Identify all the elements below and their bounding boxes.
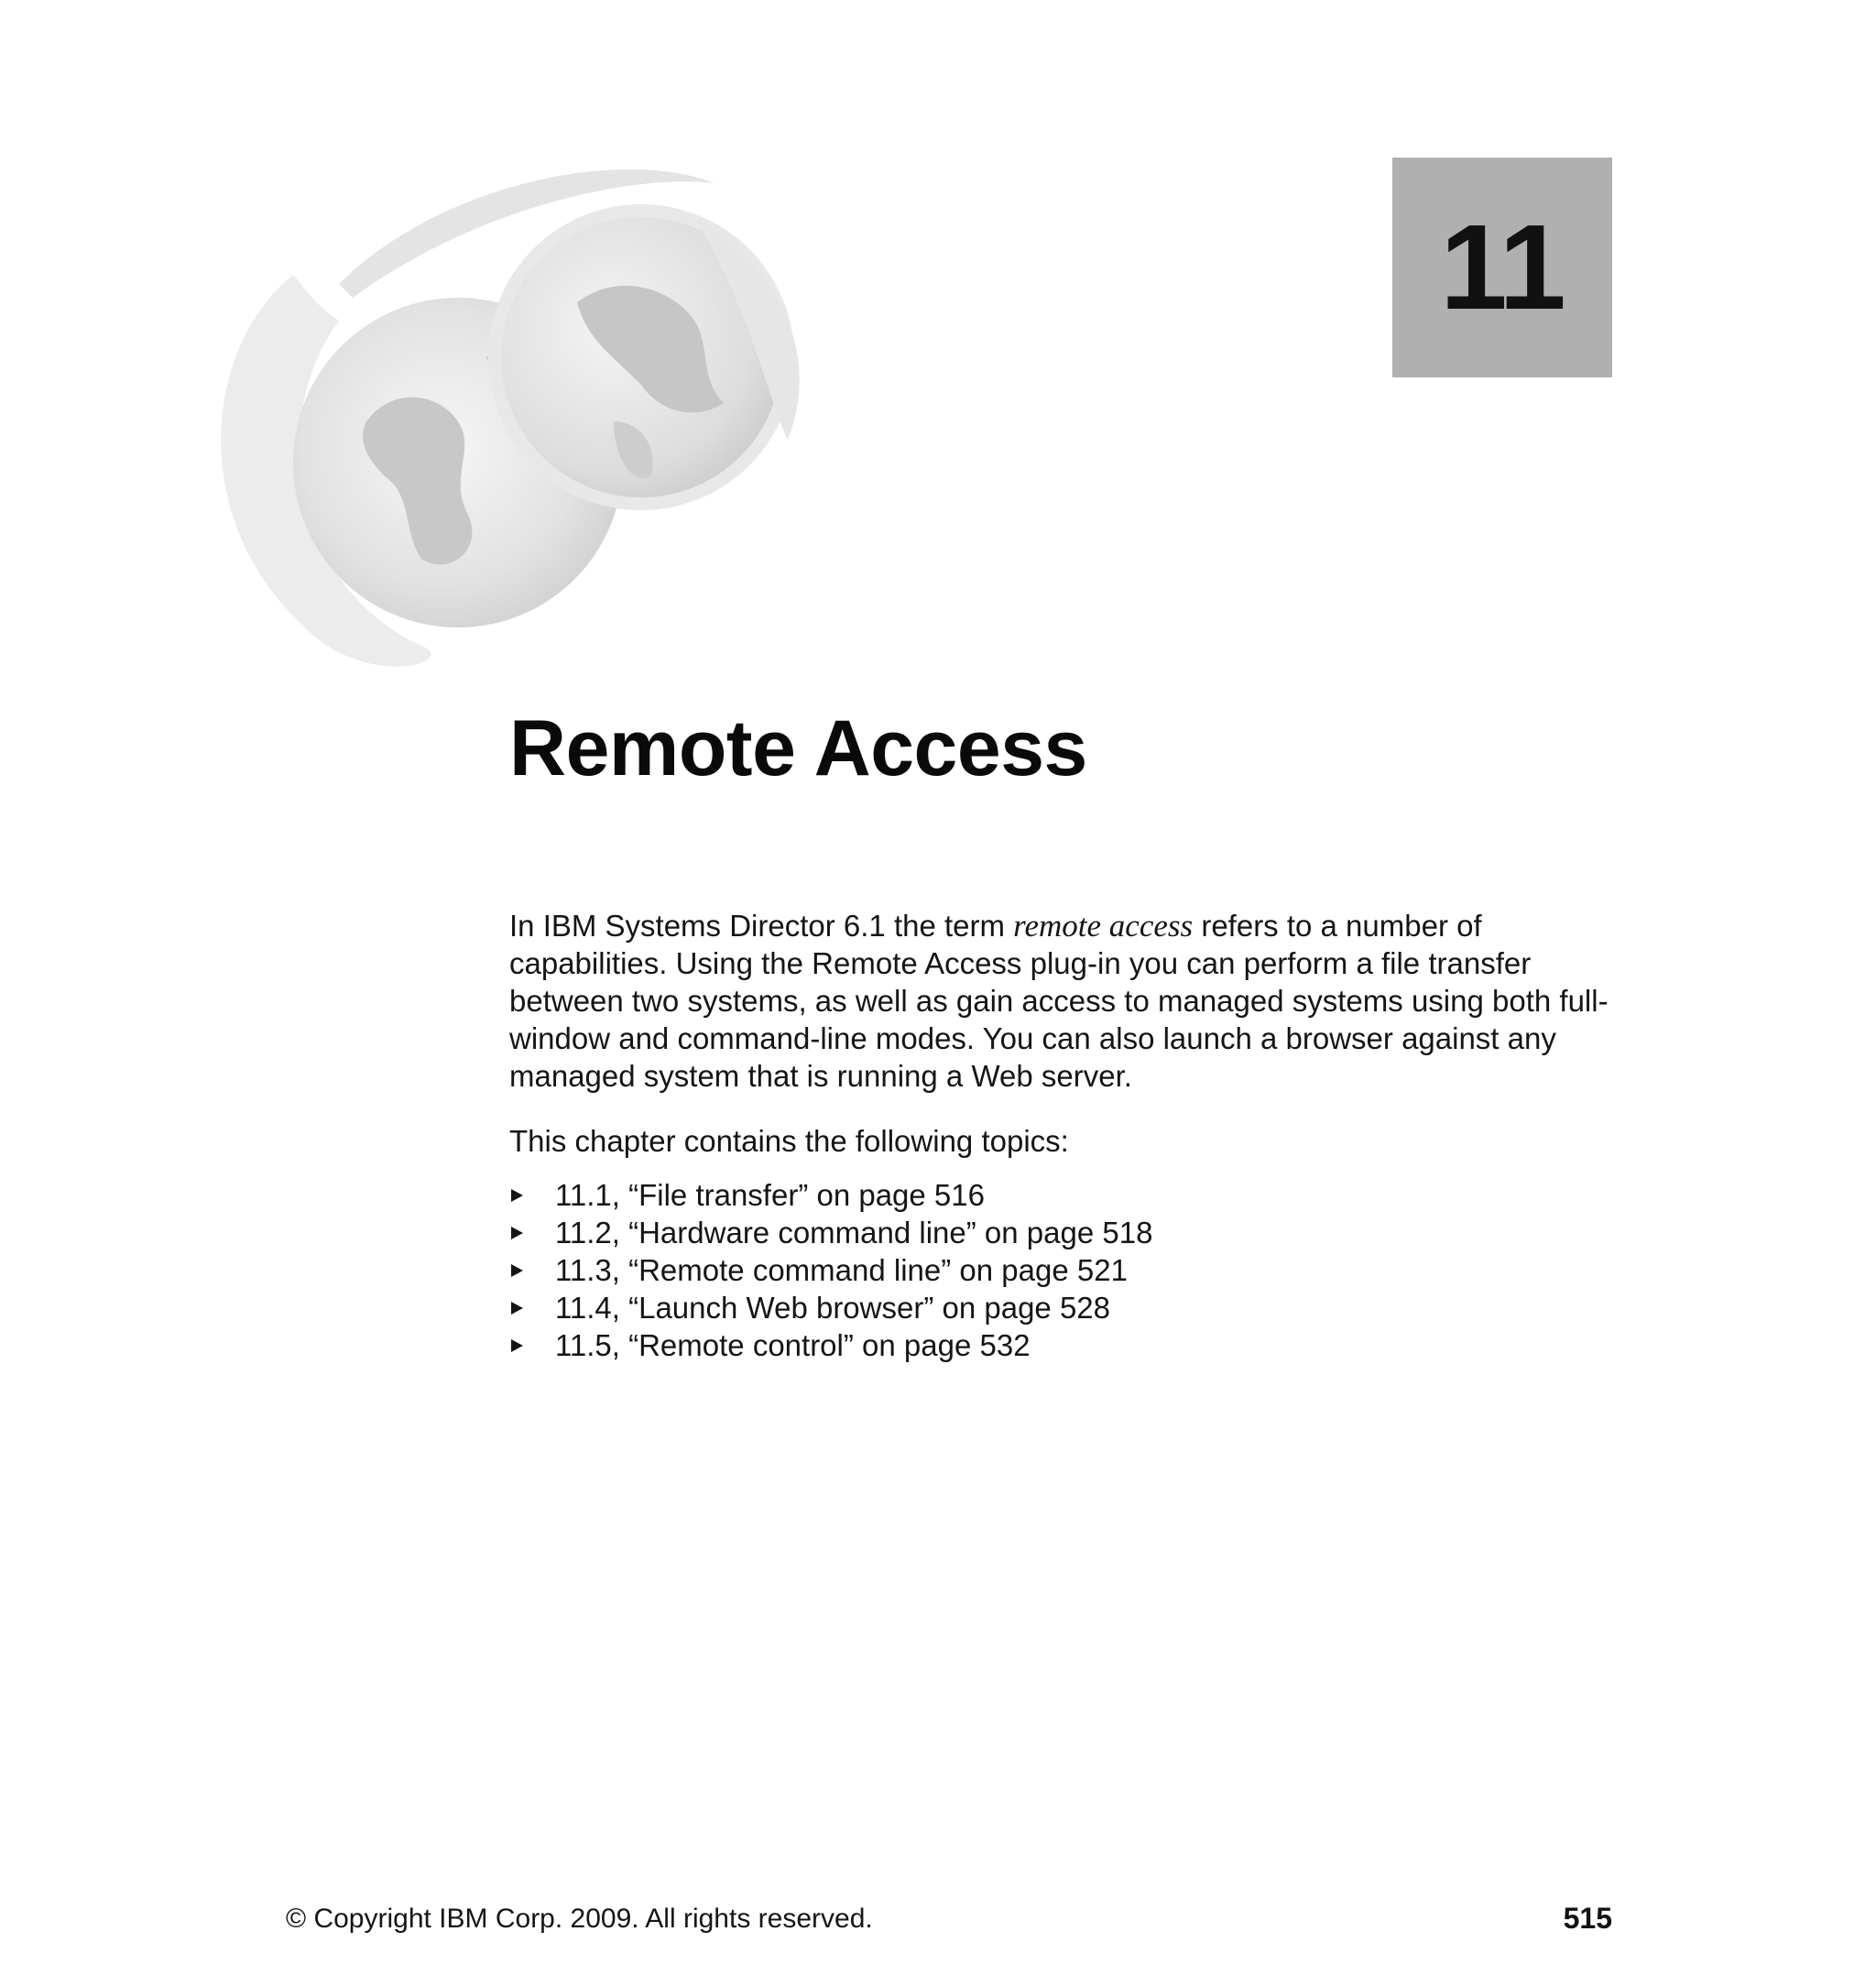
triangle-bullet-icon (511, 1302, 523, 1315)
intro-text-after-term: refers to a number of capabilities. Using the Remote Access plug-in you can perform a file transfer between two systems, as well as gain access to managed systems using both full-window and command-line modes. You can also launch a browser against any managed system that is running a Web server. (509, 909, 1609, 1093)
intro-paragraph (509, 907, 1618, 1095)
list-item[interactable] (509, 1251, 1618, 1289)
triangle-bullet-icon (511, 1264, 523, 1277)
topic-link-file-transfer[interactable]: 11.1, “File transfer” on page 516 (555, 1178, 985, 1212)
topic-link-hardware-command-line[interactable]: 11.2, “Hardware command line” on page 518 (555, 1216, 1153, 1249)
triangle-bullet-icon (511, 1189, 523, 1202)
list-item[interactable] (509, 1289, 1618, 1326)
chapter-title: Remote Access (509, 704, 1087, 792)
topics-lead: This chapter contains the following topics: (509, 1124, 1069, 1158)
chapter-number-box (1392, 158, 1612, 377)
triangle-bullet-icon (511, 1227, 523, 1239)
page-number: 515 (1563, 1902, 1612, 1935)
topic-list (509, 1176, 1618, 1364)
footer-copyright: © Copyright IBM Corp. 2009. All rights reserved. (286, 1904, 873, 1934)
triangle-bullet-icon (511, 1339, 523, 1352)
chapter-number: 11 (1440, 200, 1565, 334)
list-item[interactable] (509, 1326, 1618, 1364)
chapter-body (509, 907, 1618, 1364)
intro-term: remote access (1013, 908, 1194, 944)
list-item[interactable] (509, 1214, 1618, 1251)
swirl-globe-icon (183, 147, 843, 678)
topic-link-remote-control[interactable]: 11.5, “Remote control” on page 532 (555, 1328, 1031, 1362)
intro-text-before-term: In IBM Systems Director 6.1 the term (509, 909, 1014, 943)
topic-link-remote-command-line[interactable]: 11.3, “Remote command line” on page 521 (555, 1253, 1128, 1287)
topic-link-launch-web-browser[interactable]: 11.4, “Launch Web browser” on page 528 (555, 1291, 1111, 1325)
list-item[interactable] (509, 1176, 1618, 1214)
